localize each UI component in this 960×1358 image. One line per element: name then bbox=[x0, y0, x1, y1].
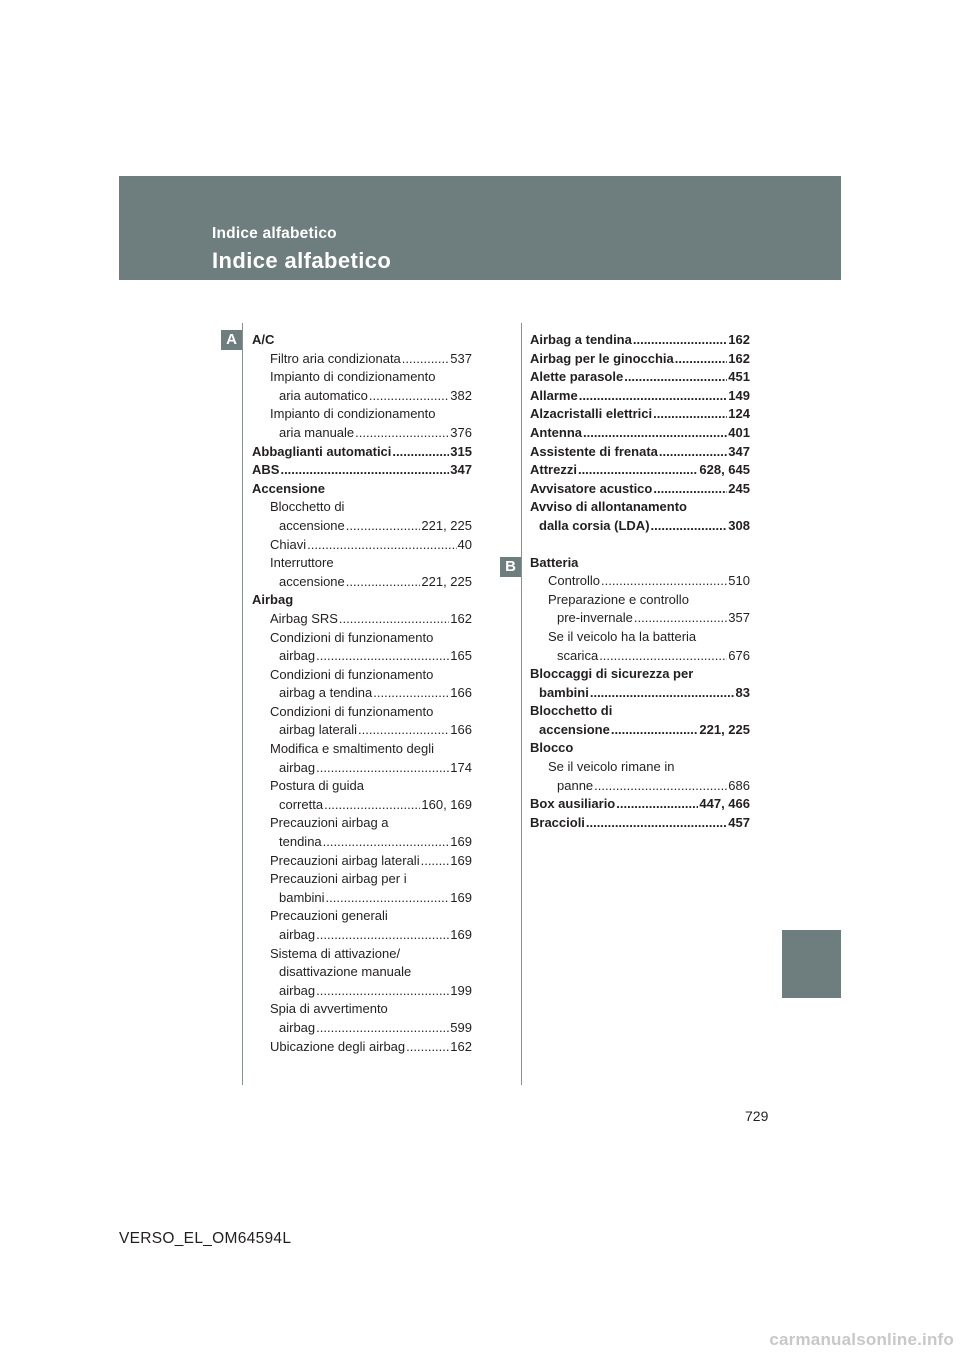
index-entry bbox=[252, 796, 472, 815]
entry-text: Avvisatore acustico bbox=[530, 480, 653, 496]
entry-text: accensione bbox=[279, 573, 345, 589]
entry-text: accensione bbox=[279, 517, 345, 533]
column-divider-right bbox=[521, 323, 522, 1085]
dot-leader bbox=[578, 461, 698, 480]
entry-page: 347 bbox=[450, 462, 472, 478]
index-entry bbox=[252, 852, 472, 871]
entry-page: 169 bbox=[450, 852, 472, 868]
dot-leader bbox=[634, 609, 727, 628]
document-code: VERSO_EL_OM64594L bbox=[119, 1230, 292, 1247]
index-entry bbox=[252, 647, 472, 666]
section-label: Indice alfabetico bbox=[212, 225, 337, 242]
entry-text: Precauzioni airbag laterali bbox=[270, 852, 420, 868]
index-entry bbox=[252, 684, 472, 703]
entry-text: Assistente di frenata bbox=[530, 443, 658, 459]
index-entry: Blocco bbox=[530, 740, 574, 756]
entry-text: Controllo bbox=[548, 573, 601, 589]
entry-page: 169 bbox=[450, 927, 472, 942]
entry-page: 628, 645 bbox=[699, 462, 750, 478]
index-entry bbox=[530, 647, 750, 666]
index-entry bbox=[252, 889, 472, 908]
dot-leader bbox=[307, 536, 456, 555]
dot-leader bbox=[583, 424, 727, 443]
index-group-b bbox=[530, 554, 750, 833]
index-entry: Blocchetto di bbox=[270, 499, 345, 515]
entry-text: tendina bbox=[279, 834, 322, 850]
index-entry bbox=[252, 573, 472, 592]
dot-leader bbox=[590, 684, 735, 703]
index-entry: Condizioni di funzionamento bbox=[270, 666, 434, 682]
index-entry: Accensione bbox=[252, 480, 325, 496]
index-entry bbox=[530, 777, 750, 796]
index-entry bbox=[530, 795, 750, 814]
dot-leader bbox=[616, 795, 698, 814]
entry-page: 160, 169 bbox=[421, 796, 472, 812]
watermark: carmanualsonline.info bbox=[769, 1330, 954, 1349]
entry-page: 686 bbox=[728, 777, 750, 793]
entry-text: Filtro aria condizionata bbox=[270, 350, 401, 366]
index-entry: Precauzioni airbag a bbox=[270, 815, 389, 831]
index-entry bbox=[252, 610, 472, 629]
index-entry bbox=[530, 480, 750, 499]
index-entry: Airbag bbox=[252, 592, 294, 608]
index-entry: disattivazione manuale bbox=[279, 964, 412, 980]
dot-leader bbox=[373, 684, 449, 703]
dot-leader bbox=[402, 350, 450, 369]
index-entry bbox=[530, 461, 750, 480]
dot-leader bbox=[323, 833, 450, 852]
entry-text: Allarme bbox=[530, 387, 578, 403]
dot-leader bbox=[653, 405, 727, 424]
index-entry bbox=[530, 443, 750, 462]
entry-page: 162 bbox=[728, 332, 750, 347]
index-entry: Condizioni di funzionamento bbox=[270, 703, 434, 719]
index-entry: Modifica e smaltimento degli bbox=[270, 741, 435, 757]
entry-text: bambini bbox=[539, 684, 589, 700]
dot-leader bbox=[369, 387, 449, 406]
index-entry bbox=[530, 572, 750, 591]
entry-page: 162 bbox=[728, 350, 750, 366]
dot-leader bbox=[316, 1019, 449, 1038]
entry-page: 221, 225 bbox=[699, 721, 750, 737]
index-entry bbox=[252, 536, 472, 555]
index-entry bbox=[530, 387, 750, 406]
entry-text: Chiavi bbox=[270, 536, 307, 552]
entry-page: 165 bbox=[450, 648, 472, 664]
entry-page: 510 bbox=[728, 573, 750, 589]
entry-page: 166 bbox=[450, 685, 472, 701]
entry-text: accensione bbox=[539, 721, 610, 737]
entry-page: 401 bbox=[728, 424, 750, 440]
dot-leader bbox=[611, 721, 699, 740]
index-entry: Precauzioni airbag per i bbox=[270, 871, 407, 887]
entry-page: 382 bbox=[450, 387, 472, 403]
index-entry: Avviso di allontanamento bbox=[530, 499, 687, 515]
dot-leader bbox=[280, 461, 449, 480]
dot-leader bbox=[633, 331, 727, 350]
index-entry bbox=[252, 443, 472, 462]
dot-leader bbox=[326, 889, 450, 908]
index-entry: Sistema di attivazione/ bbox=[270, 945, 401, 961]
entry-text: dalla corsia (LDA) bbox=[539, 517, 650, 533]
index-entry: Bloccaggi di sicurezza per bbox=[530, 666, 694, 682]
entry-text: airbag bbox=[279, 759, 316, 775]
dot-leader bbox=[406, 1038, 449, 1057]
index-entry bbox=[530, 368, 750, 387]
entry-page: 174 bbox=[450, 759, 472, 775]
entry-page: 166 bbox=[450, 722, 472, 738]
index-group-a bbox=[530, 331, 750, 536]
index-entry: Condizioni di funzionamento bbox=[270, 629, 434, 645]
entry-text: Box ausiliario bbox=[530, 796, 616, 812]
entry-text: Airbag per le ginocchia bbox=[530, 350, 674, 366]
index-entry bbox=[252, 982, 472, 1001]
entry-page: 149 bbox=[728, 387, 750, 403]
letter-tab-b: B bbox=[500, 557, 521, 577]
entry-page: 162 bbox=[450, 1038, 472, 1054]
section-side-tab bbox=[782, 930, 841, 998]
index-entry bbox=[252, 759, 472, 778]
index-entry bbox=[252, 461, 472, 480]
dot-leader bbox=[339, 610, 449, 629]
index-entry bbox=[530, 814, 750, 833]
dot-leader bbox=[392, 443, 449, 462]
index-entry bbox=[252, 517, 472, 536]
index-entry bbox=[252, 350, 472, 369]
entry-text: Abbaglianti automatici bbox=[252, 443, 392, 459]
index-entry: Postura di guida bbox=[270, 778, 364, 794]
dot-leader bbox=[594, 777, 727, 796]
entry-text: Ubicazione degli airbag bbox=[270, 1038, 406, 1054]
index-entry: Spia di avvertimento bbox=[270, 1001, 388, 1017]
entry-text: airbag a tendina bbox=[279, 685, 373, 701]
entry-page: 376 bbox=[450, 424, 472, 440]
index-entry: Impianto di condizionamento bbox=[270, 369, 436, 385]
index-entry: Se il veicolo rimane in bbox=[548, 759, 675, 775]
entry-page: 451 bbox=[728, 369, 750, 385]
index-entry: Interruttore bbox=[270, 555, 334, 571]
index-entry: Blocchetto di bbox=[530, 703, 613, 719]
entry-page: 308 bbox=[728, 517, 750, 533]
dot-leader bbox=[601, 572, 727, 591]
dot-leader bbox=[675, 350, 728, 369]
entry-page: 83 bbox=[735, 684, 750, 700]
index-entry bbox=[252, 926, 472, 945]
index-entry bbox=[252, 424, 472, 443]
dot-leader bbox=[651, 517, 728, 536]
entry-page: 169 bbox=[450, 889, 472, 905]
dot-leader bbox=[316, 982, 449, 1001]
entry-page: 457 bbox=[728, 814, 750, 830]
index-entry: Precauzioni generali bbox=[270, 908, 388, 924]
index-entry bbox=[530, 684, 750, 703]
index-entry bbox=[530, 405, 750, 424]
entry-page: 124 bbox=[728, 406, 750, 422]
dot-leader bbox=[579, 387, 728, 406]
dot-leader bbox=[421, 852, 450, 871]
index-entry: Se il veicolo ha la batteria bbox=[548, 628, 697, 644]
entry-text: Airbag a tendina bbox=[530, 332, 632, 347]
dot-leader bbox=[586, 814, 727, 833]
group-spacer bbox=[530, 536, 750, 554]
index-entry bbox=[530, 331, 750, 350]
entry-text: Braccioli bbox=[530, 814, 585, 830]
entry-text: airbag bbox=[279, 1019, 316, 1035]
dot-leader bbox=[599, 647, 727, 666]
entry-page: 347 bbox=[728, 443, 750, 459]
entry-text: pre-invernale bbox=[557, 610, 633, 626]
entry-text: bambini bbox=[279, 889, 325, 905]
entry-page: 447, 466 bbox=[699, 796, 750, 812]
dot-leader bbox=[355, 424, 449, 443]
entry-page: 599 bbox=[450, 1019, 472, 1035]
entry-text: scarica bbox=[557, 647, 599, 663]
page-title: Indice alfabetico bbox=[212, 248, 392, 273]
header-band bbox=[119, 176, 841, 280]
dot-leader bbox=[346, 517, 421, 536]
dot-leader bbox=[346, 573, 421, 592]
index-entry: Impianto di condizionamento bbox=[270, 406, 436, 422]
entry-text: Airbag SRS bbox=[270, 610, 338, 626]
dot-leader bbox=[324, 796, 420, 815]
entry-page: 162 bbox=[450, 610, 472, 626]
column-divider-left bbox=[242, 323, 243, 1085]
entry-text: Alzacristalli elettrici bbox=[530, 406, 653, 422]
index-entry bbox=[530, 721, 750, 740]
index-entry bbox=[530, 424, 750, 443]
index-entry bbox=[530, 517, 750, 536]
entry-text: airbag laterali bbox=[279, 722, 358, 738]
entry-text: ABS bbox=[252, 462, 280, 478]
index-entry bbox=[530, 609, 750, 628]
index-entry: Preparazione e controllo bbox=[548, 591, 689, 607]
entry-text: panne bbox=[557, 777, 594, 793]
dot-leader bbox=[316, 926, 449, 945]
dot-leader bbox=[659, 443, 727, 462]
entry-page: 199 bbox=[450, 982, 472, 998]
entry-text: airbag bbox=[279, 982, 316, 998]
entry-page: 221, 225 bbox=[421, 517, 472, 533]
dot-leader bbox=[358, 721, 449, 740]
index-entry bbox=[252, 1038, 472, 1057]
entry-text: corretta bbox=[279, 796, 324, 812]
index-entry bbox=[252, 387, 472, 406]
entry-text: Antenna bbox=[530, 424, 582, 440]
index-entry: Batteria bbox=[530, 554, 579, 570]
entry-page: 537 bbox=[450, 350, 472, 366]
entry-page: 169 bbox=[450, 834, 472, 850]
entry-text: aria automatico bbox=[279, 387, 368, 403]
entry-page: 40 bbox=[457, 536, 472, 552]
entry-page: 245 bbox=[728, 480, 750, 496]
index-entry bbox=[252, 721, 472, 740]
entry-page: 315 bbox=[450, 443, 472, 459]
entry-text: Attrezzi bbox=[530, 462, 577, 478]
entry-page: 357 bbox=[728, 610, 750, 626]
index-entry bbox=[252, 1019, 472, 1038]
dot-leader bbox=[624, 368, 727, 387]
index-entry bbox=[530, 350, 750, 369]
entry-text: airbag bbox=[279, 927, 316, 942]
dot-leader bbox=[316, 759, 449, 778]
dot-leader bbox=[316, 647, 449, 666]
index-column-left bbox=[252, 331, 472, 1056]
index-entry: A/C bbox=[252, 332, 275, 347]
entry-page: 221, 225 bbox=[421, 573, 472, 589]
dot-leader bbox=[653, 480, 727, 499]
entry-text: Alette parasole bbox=[530, 369, 624, 385]
entry-page: 676 bbox=[728, 647, 750, 663]
page-number: 729 bbox=[745, 1108, 769, 1124]
index-entry bbox=[252, 833, 472, 852]
letter-tab-a: A bbox=[221, 330, 242, 350]
index-column-right bbox=[530, 331, 750, 832]
entry-text: aria manuale bbox=[279, 424, 355, 440]
entry-text: airbag bbox=[279, 648, 316, 664]
